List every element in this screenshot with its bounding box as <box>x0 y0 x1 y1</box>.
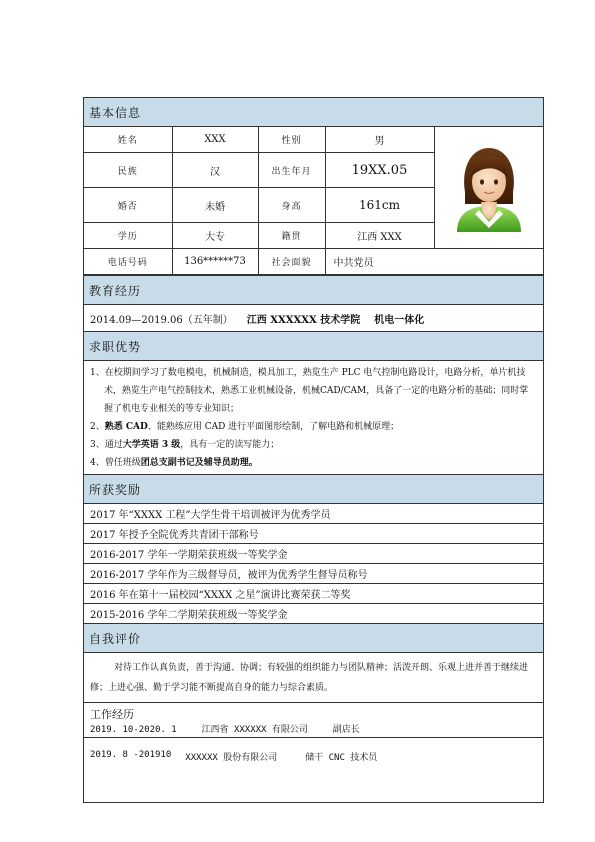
education-label: 学历 <box>84 223 172 249</box>
marital-label: 婚否 <box>84 188 172 223</box>
list-item-highlight: 团总支副书记及辅导员助理。 <box>140 458 258 468</box>
list-item: 2016-2017 学年一学期荣获班级一等奖学金 <box>84 544 543 564</box>
work-entry-second <box>84 738 543 802</box>
list-item-text: 4、曾任班级 <box>90 458 141 468</box>
list-item-text: ，具有一定的读写能力； <box>180 440 280 450</box>
name-label: 姓名 <box>84 127 172 153</box>
list-item <box>90 436 537 454</box>
basic-info-header: 基本信息 <box>84 98 543 127</box>
self-eval-text: 对待工作认真负责，善于沟通、协调；有较强的组织能力与团队精神；活泼开朗、乐观上进并善于继续进修；上进心强、勤于学习能不断提高自身的能力与综合素质。 <box>84 653 543 703</box>
work-header: 工作经历 <box>90 707 134 721</box>
education-entry <box>84 305 543 332</box>
list-item-highlight: 熟悉 CAD <box>104 422 148 432</box>
work-role: 副店长 <box>332 724 360 735</box>
hometown-label: 籍贯 <box>258 223 325 249</box>
list-item: 2015-2016 学年二学期荣获班级一等奖学金 <box>84 604 543 624</box>
list-item: 2017 年“XXXX 工程”大学生骨干培训被评为优秀学员 <box>84 504 543 524</box>
list-item-highlight: 大学英语 3 级 <box>122 440 181 450</box>
work-entry-first <box>84 703 543 738</box>
phone-value: 136******73 <box>172 249 258 275</box>
birth-value: 19XX.05 <box>325 153 434 188</box>
list-item-text: 3、通过 <box>90 440 123 450</box>
work-company: 江西省 XXXXXX 有限公司 <box>201 724 308 735</box>
education-header: 教育经历 <box>84 275 543 305</box>
hometown-value: 江西 XXX <box>325 223 434 249</box>
phone-label: 电话号码 <box>84 249 172 275</box>
gender-value: 男 <box>325 127 434 153</box>
work-role: 储干 CNC 技术员 <box>305 753 378 763</box>
work-job <box>90 722 360 735</box>
self-eval-header: 自我评价 <box>84 624 543 653</box>
female-avatar-icon <box>451 140 527 232</box>
work-period: 2019. 8 -201910 <box>90 750 172 760</box>
education-major: 机电一体化 <box>374 314 425 326</box>
marital-value: 未婚 <box>172 188 258 223</box>
list-item <box>90 418 537 436</box>
education-school: 江西 XXXXXX 技术学院 <box>246 314 361 326</box>
basic-info-table <box>84 127 543 275</box>
list-item: 2016 年在第十一届校园“XXXX 之星”演讲比赛荣获二等奖 <box>84 584 543 604</box>
table-row <box>84 127 543 153</box>
list-item: 1、在校期间学习了数电模电，机械制造，模具加工，熟览生产 PLC 电气控制电路设计，电路分析，单片机技术，熟览生产电气控制技术，熟悉工业机械设备，机械CAD/CAM，具备了一定的电路分析的基础；同时掌握了机电专业相关的等专业知识； <box>90 368 529 414</box>
name-value: XXX <box>172 127 258 153</box>
ethnicity-label: 民族 <box>84 153 172 188</box>
list-item: 2017 年授予全院优秀共青团干部称号 <box>84 524 543 544</box>
political-value: 中共党员 <box>325 249 543 275</box>
gender-label: 性别 <box>258 127 325 153</box>
birth-label: 出生年月 <box>258 153 325 188</box>
list-item-text: 、能熟练应用 CAD 进行平面图形绘制，了解电路和机械原理； <box>147 422 400 432</box>
education-period: 2014.09—2019.06（五年制） <box>90 314 233 326</box>
list-item-number: 2、 <box>90 422 105 432</box>
list-item: 2016-2017 学年作为三级督导员，被评为优秀学生督导员称号 <box>84 564 543 584</box>
advantages-list <box>84 361 543 475</box>
height-label: 身高 <box>258 188 325 223</box>
work-period: 2019. 10-2020. 1 <box>90 724 177 735</box>
education-value: 大专 <box>172 223 258 249</box>
height-value: 161cm <box>325 188 434 223</box>
photo-cell <box>434 127 543 249</box>
advantages-header: 求职优势 <box>84 332 543 361</box>
awards-header: 所获奖励 <box>84 475 543 504</box>
resume-document <box>83 97 544 803</box>
ethnicity-value: 汉 <box>172 153 258 188</box>
table-row <box>84 249 543 275</box>
list-item <box>90 454 537 472</box>
work-company: XXXXXX 股份有限公司 <box>185 753 278 763</box>
political-label: 社会面貌 <box>258 249 325 275</box>
